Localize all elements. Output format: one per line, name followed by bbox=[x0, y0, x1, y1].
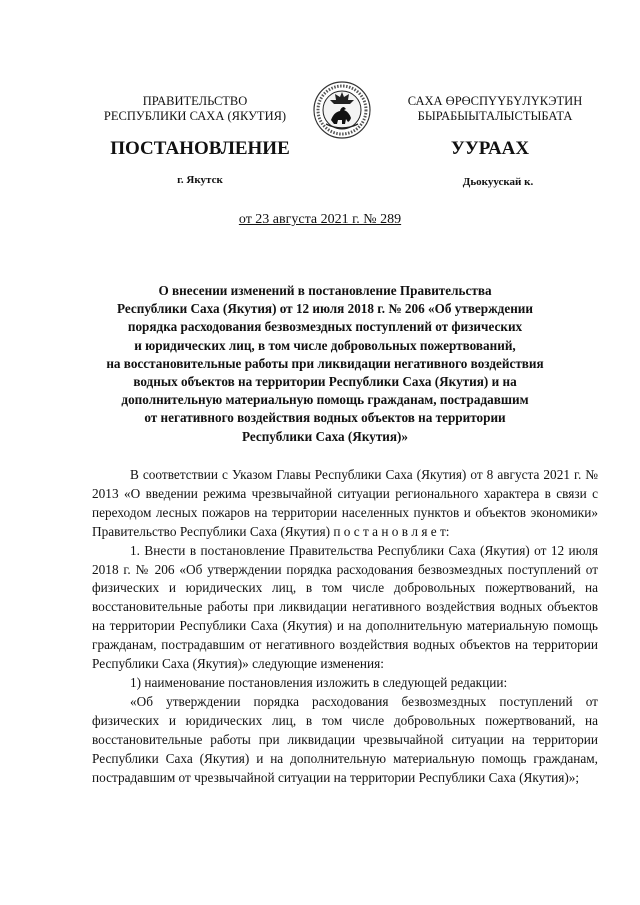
header-left-line1: ПРАВИТЕЛЬСТВО bbox=[142, 94, 248, 108]
decree-title-line: порядка расходования безвозмездных поступлений от физических bbox=[127, 319, 523, 335]
doc-type-title-sah: УУРААХ bbox=[450, 138, 530, 159]
decree-title-line: О внесении изменений в постановление Правительства bbox=[158, 283, 492, 298]
decree-title-line: и юридических лиц, в том числе добровольных пожертвований, bbox=[134, 337, 516, 353]
body-paragraph-subitem-1: 1) наименование постановления изложить в следующей редакции: bbox=[130, 674, 508, 690]
decree-title-line: дополнительную материальную помощь гражданам, пострадавшим bbox=[121, 392, 529, 408]
date-number-text: от 23 августа 2021 г. № 289 bbox=[238, 212, 402, 227]
body-paragraph-preamble: В соответствии с Указом Главы Республики Саха (Якутия) от 8 августа 2021 г. № 2013 «О введении режима чрезвычайной ситуации регионального характера в связи с переходом лесных пожаров на территории населенных пунктов и объектов экономики» Правительство Республики Саха (Якутия) п о с т а н о в л я е т: bbox=[92, 467, 598, 539]
body-paragraph-quote: «Об утверждении порядка расходования безвозмездных поступлений от физических и юридических лиц, в том числе добровольных пожертвований, на восстановительные работы при ликвидации чрезвычайной ситуации на территории Республики Саха (Якутия) и на дополнительную материальную помощь гражданам, пострадавшим от чрезвычайной ситуации на территории Республики Саха (Якутия)»; bbox=[92, 693, 598, 785]
header-right-block bbox=[390, 94, 600, 124]
decree-title-line: на восстановительные работы при ликвидации негативного воздействия bbox=[106, 355, 544, 371]
city-ru: г. Якутск bbox=[177, 174, 223, 186]
body-paragraph-item-1: 1. Внести в постановление Правительства Республики Саха (Якутия) от 12 июля 2018 г. № 206 «Об утверждении порядка расходования безвозмездных поступлений от физических и юридических лиц, в том числе добровольных пожертвований, на восстановительные работы при ликвидации негативного воздействия водных объектов на территории Республики Саха (Якутия) и на дополнительную материальную помощь гражданам, пострадавшим от негативного воздействия водных объектов на территории Республики Саха (Якутия)» следующие изменения: bbox=[92, 542, 598, 672]
doc-type-title-ru: ПОСТАНОВЛЕНИЕ bbox=[110, 138, 290, 159]
document-body bbox=[92, 466, 598, 787]
date-number-line bbox=[0, 212, 640, 228]
header-right-line2: БЫРАБЫЫТАЛЫСТЫБАТА bbox=[417, 109, 573, 123]
decree-title-line: Республики Саха (Якутия) от 12 июля 2018 г. № 206 «Об утверждении bbox=[116, 301, 534, 317]
decree-title-line: от негативного воздействия водных объектов на территории bbox=[144, 410, 506, 426]
header-left-block bbox=[100, 94, 290, 124]
decree-title bbox=[90, 282, 560, 446]
header-left-line2: РЕСПУБЛИКИ САХА (ЯКУТИЯ) bbox=[103, 109, 287, 123]
city-sah: Дьокуускай к. bbox=[462, 176, 534, 188]
header-right-line1: САХА ӨРӨСПҮҮБҮЛҮКЭТИН bbox=[407, 94, 583, 108]
decree-title-line: Республики Саха (Якутия)» bbox=[241, 428, 409, 444]
decree-title-line: водных объектов на территории Республики Саха (Якутия) и на bbox=[133, 374, 517, 390]
sakha-coat-of-arms-icon bbox=[312, 80, 372, 140]
